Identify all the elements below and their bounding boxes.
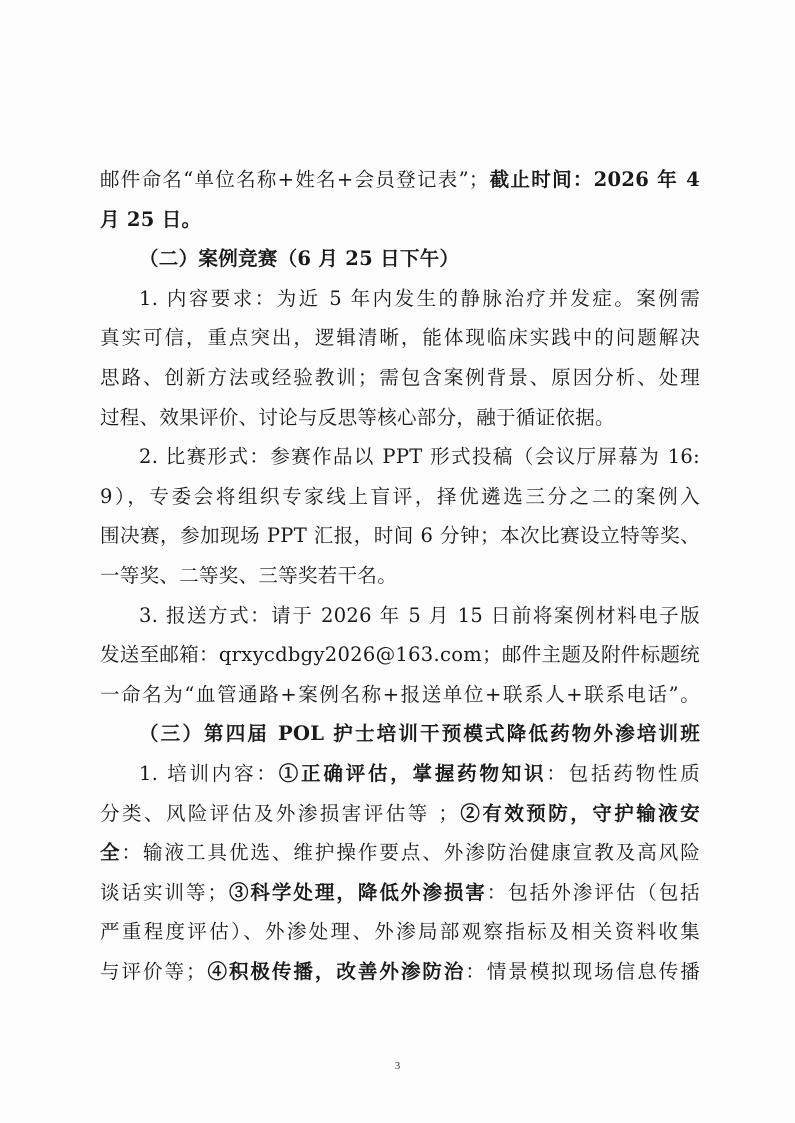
- text-run: 一命名为“血管通路+案例名称+报送单位+联系人+联系电话”。: [100, 682, 700, 706]
- text-line: [100, 873, 700, 913]
- text-line: [100, 200, 700, 240]
- text-run: 邮件命名“单位名称+姓名+会员登记表”；: [100, 168, 489, 191]
- document-body: [100, 160, 700, 991]
- text-line: [100, 596, 700, 636]
- text-line: [100, 437, 700, 477]
- text-line: [100, 952, 700, 992]
- text-line: [100, 912, 700, 952]
- text-run: 围决赛，参加现场 PPT 汇报，时间 6 分钟；本次比赛设立特等奖、: [100, 524, 700, 548]
- text-line: [100, 833, 700, 873]
- text-run: ：情景模拟现场信息传播: [465, 959, 700, 983]
- bold-text-run: ③科学处理，降低外渗损害: [227, 880, 487, 904]
- bold-text-run: ④积极传播，改善外渗防治: [205, 959, 466, 983]
- text-line: [100, 516, 700, 556]
- text-line: [100, 635, 700, 675]
- text-run: 分类、风险评估及外渗损害评估等 ；: [100, 801, 459, 825]
- bold-text-run: ②有效预防，守护输液安: [458, 801, 700, 825]
- text-run: 思路、创新方法或经验教训；需包含案例背景、原因分析、处理: [100, 365, 700, 389]
- text-run: 与评价等；: [100, 959, 206, 983]
- bold-text-run: 截止时间：2026 年 4: [488, 168, 700, 191]
- text-run: 1. 培训内容：: [139, 761, 279, 785]
- text-line: [100, 714, 700, 754]
- text-run: 真实可信，重点突出，逻辑清晰，能体现临床实践中的问题解决: [100, 326, 700, 350]
- text-run: 严重程度评估）、外渗处理、外渗局部观察指标及相关资料收集: [100, 920, 700, 944]
- text-line: [100, 556, 700, 596]
- bold-text-run: （二）案例竞赛（6 月 25 日下午）: [139, 247, 460, 271]
- text-run: 2. 比赛形式：参赛作品以 PPT 形式投稿（会议厅屏幕为 16:: [139, 445, 700, 469]
- text-run: 3. 报送方式：请于 2026 年 5 月 15 日前将案例材料电子版: [139, 603, 700, 627]
- text-line: [100, 279, 700, 319]
- text-run: ：包括药物性质: [546, 761, 700, 785]
- bold-text-run: ①正确评估，掌握药物知识: [278, 761, 547, 785]
- text-run: ：包括外渗评估（包括: [486, 880, 700, 904]
- text-run: 一等奖、二等奖、三等奖若干名。: [100, 563, 398, 587]
- text-line: [100, 754, 700, 794]
- text-run: 发送至邮箱：qrxycdbgy2026@163.com；邮件主题及附件标题统: [100, 643, 700, 667]
- bold-text-run: 全: [100, 841, 122, 865]
- text-line: [100, 239, 700, 279]
- text-run: 谈话实训等；: [100, 880, 228, 904]
- text-line: [100, 318, 700, 358]
- text-line: [100, 398, 700, 438]
- text-line: [100, 358, 700, 398]
- text-run: 9），专委会将组织专家线上盲评，择优遴选三分之二的案例入: [100, 484, 700, 508]
- page-number: 3: [394, 1060, 401, 1072]
- text-line: [100, 160, 700, 200]
- text-run: 1. 内容要求：为近 5 年内发生的静脉治疗并发症。案例需: [139, 286, 700, 310]
- text-run: 过程、效果评价、讨论与反思等核心部分，融于循证依据。: [100, 405, 615, 429]
- text-line: [100, 675, 700, 715]
- bold-text-run: 月 25 日。: [100, 207, 202, 231]
- bold-text-run: （三）第四届 POL 护士培训干预模式降低药物外渗培训班: [139, 722, 700, 746]
- text-run: ：输液工具优选、维护操作要点、外渗防治健康宣教及高风险: [121, 841, 700, 865]
- text-line: [100, 477, 700, 517]
- text-line: [100, 794, 700, 834]
